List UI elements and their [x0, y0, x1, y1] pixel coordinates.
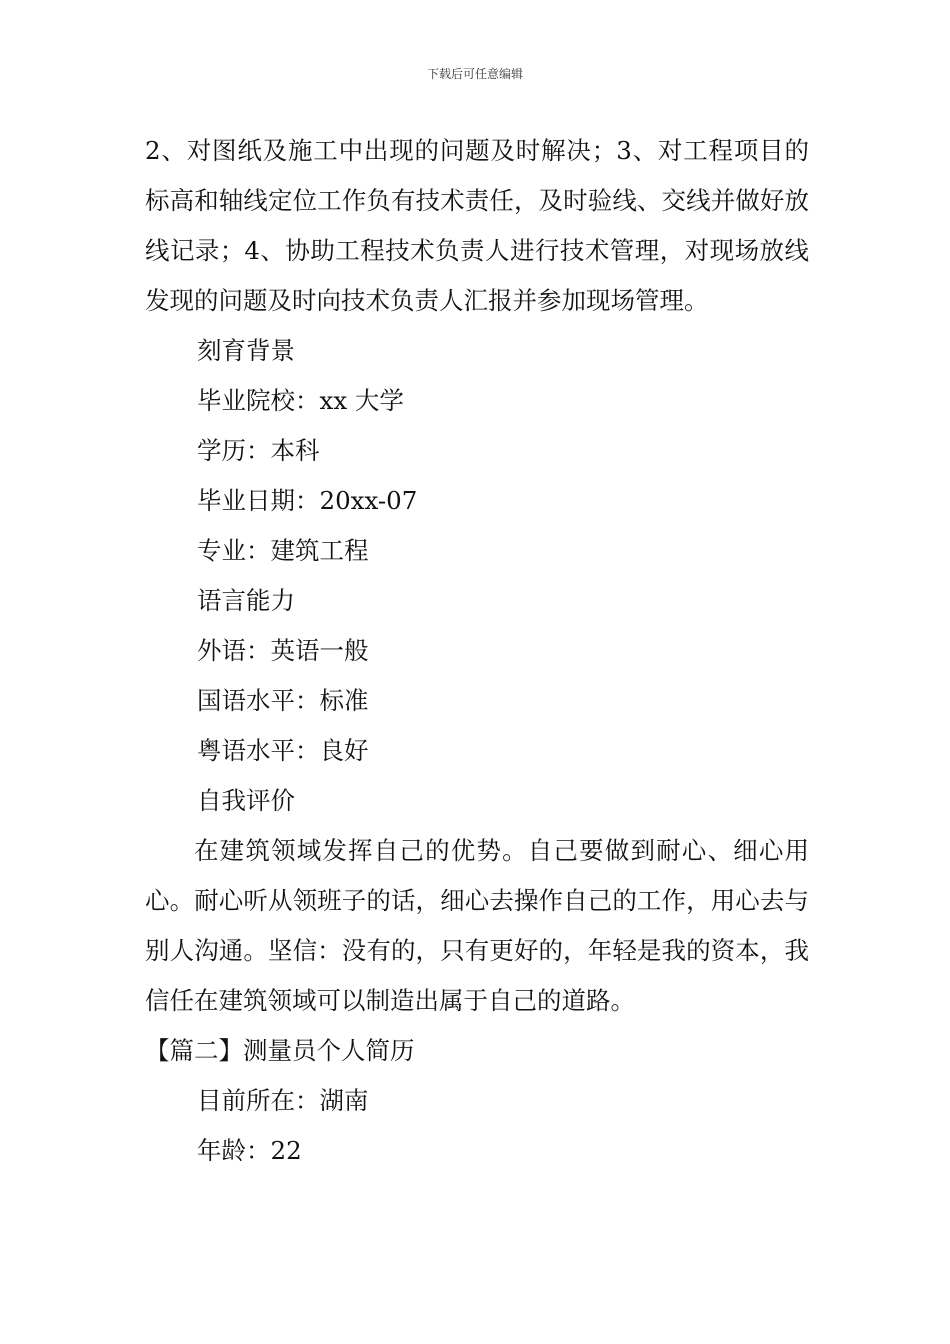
foreign-language-line: 外语：英语一般 [197, 636, 369, 665]
education-heading: 刻育背景 [197, 336, 295, 365]
cantonese-line: 粤语水平：良好 [197, 736, 369, 765]
page-header: 下载后可任意编辑 [426, 67, 523, 81]
self-evaluation-paragraph: 在建筑领域发挥自己的优势。自己要做到耐心、细心用心。耐心听从领班子的话，细心去操作自己的工作，用心去与别人沟通。坚信：没有的，只有更好的，年轻是我的资本，我信任在建筑领域可以制造出属于自己的道路。 [145, 836, 809, 1015]
document-body [145, 126, 809, 1176]
major-line: 专业：建筑工程 [197, 536, 369, 565]
mandarin-line: 国语水平：标准 [197, 686, 369, 715]
school-line: 毕业院校：xx 大学 [197, 386, 404, 415]
age-line: 年龄：22 [197, 1136, 302, 1165]
graduation-date-line: 毕业日期：20xx-07 [197, 486, 418, 515]
duties-paragraph: 2、对图纸及施工中出现的问题及时解决；3、对工程项目的标高和轴线定位工作负有技术责任，及时验线、交线并做好放线记录；4、协助工程技术负责人进行技术管理，对现场放线发现的问题及时向技术负责人汇报并参加现场管理。 [145, 136, 809, 315]
self-evaluation-heading: 自我评价 [197, 786, 295, 815]
section-two-title: 【篇二】测量员个人简历 [145, 1036, 415, 1065]
language-heading: 语言能力 [197, 586, 295, 615]
location-line: 目前所在：湖南 [197, 1086, 369, 1115]
degree-line: 学历：本科 [197, 436, 320, 465]
